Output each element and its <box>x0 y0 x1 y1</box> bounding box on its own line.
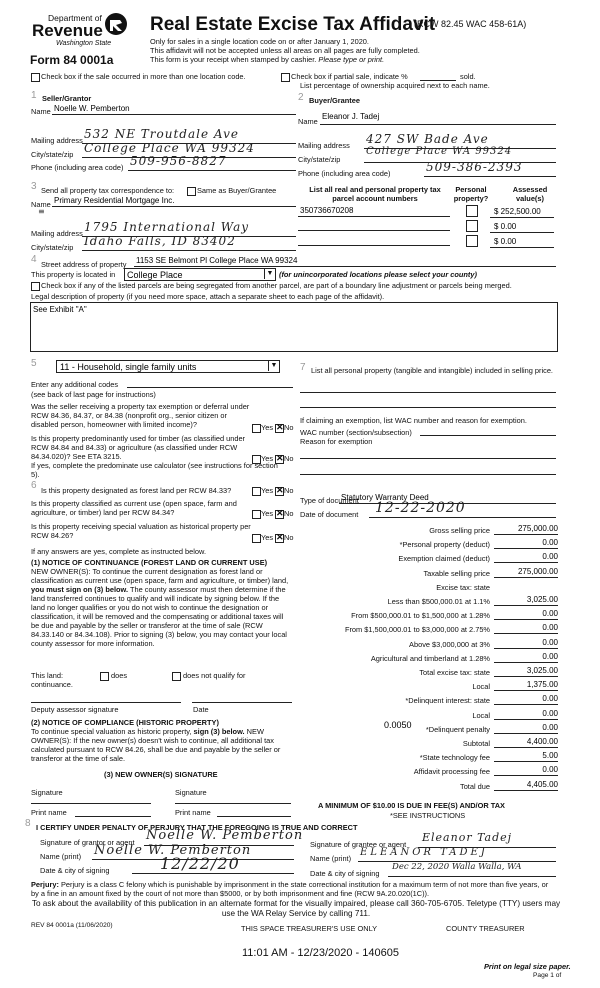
personal-property-checkbox[interactable] <box>466 235 478 247</box>
grantor-date-label: Date & city of signing <box>40 866 110 875</box>
seller-phone-field[interactable]: 509-956-8827 <box>130 154 227 168</box>
personal-property-checkbox[interactable] <box>466 220 478 232</box>
grantee-date-line <box>388 876 556 877</box>
tax-row-line <box>494 790 558 791</box>
page-indicator: Page 1 of <box>533 972 562 979</box>
logo-revenue: Revenue <box>32 21 103 40</box>
q-historic-no-checkbox[interactable] <box>275 534 284 543</box>
section-5-number: 5 <box>31 358 37 369</box>
correspondence-name-line <box>52 206 296 207</box>
buyer-mailing-label: Mailing address <box>298 141 350 150</box>
treasurer-use: THIS SPACE TREASURER'S USE ONLY <box>241 924 378 933</box>
seller-phone-label: Phone (including area code) <box>31 163 124 172</box>
tax-row-line <box>494 605 558 606</box>
additional-codes-label: Enter any additional codes <box>31 380 119 389</box>
see-instructions: *SEE INSTRUCTIONS <box>390 811 466 820</box>
section-2-number: 2 <box>298 92 304 103</box>
tax-row-label: Local <box>472 711 490 720</box>
tax-row-label: Less than $500,000.01 at 1.1% <box>387 597 490 606</box>
header-line-2: This affidavit will not be accepted unless all areas on all pages are fully completed. <box>150 46 420 55</box>
correspondence-city-label: City/state/zip <box>31 243 74 252</box>
if-any-yes: If any answers are yes, complete as instructed below. <box>31 547 206 556</box>
relay-notice: To ask about the availability of this publication in an alternate format for the visually impaired, please call 360-705-6705. Teletype (TTY) users may use the WA Relay Service by calling 711. <box>31 899 561 918</box>
tax-row-label: Agricultural and timberland at 1.28% <box>370 654 490 663</box>
legal-description-field[interactable] <box>30 302 558 352</box>
tax-row-label: From $1,500,000.01 to $3,000,000 at 2.75% <box>344 625 490 634</box>
use-code-select[interactable] <box>56 360 280 373</box>
q-current-use-yes-checkbox[interactable] <box>252 510 261 519</box>
tax-row-line <box>494 775 558 776</box>
street-address-line <box>134 266 556 267</box>
street-address-label: Street address of property <box>41 260 127 269</box>
tax-row-label: Taxable selling price <box>423 569 490 578</box>
minimum-due: A MINIMUM OF $10.00 IS DUE IN FEE(S) AND/OR TAX <box>318 801 505 810</box>
section-1-number: 1 <box>31 90 37 101</box>
section-7-number: 7 <box>300 362 306 373</box>
assessed-value-field[interactable]: $ 0.00 <box>494 237 517 246</box>
buyer-phone-field[interactable]: 509-386-2393 <box>426 160 523 174</box>
deputy-date-label: Date <box>193 705 209 714</box>
q-exemption-yes-checkbox[interactable] <box>252 424 261 433</box>
assessed-value-field[interactable]: $ 0.00 <box>494 222 517 231</box>
tax-row-value[interactable]: 0.00 <box>542 538 558 547</box>
owner-signature-field-2[interactable] <box>175 803 291 804</box>
chevron-down-icon[interactable]: ▼ <box>264 269 275 279</box>
tax-row-value[interactable]: 1,375.00 <box>526 680 558 689</box>
tax-row-value[interactable]: 5.00 <box>542 751 558 760</box>
not-qualify-checkbox[interactable] <box>172 672 181 681</box>
assessed-value-heading: Assessed value(s) <box>512 185 548 203</box>
parcels-heading: List all real and personal property tax parcel account numbers <box>309 185 441 203</box>
doc-date-line <box>369 517 556 518</box>
tax-row-label: *Delinquent penalty <box>425 725 490 734</box>
rcw-reference: (RCW 82.45 WAC 458-61A) <box>414 19 527 29</box>
tax-row-label: Affidavit processing fee <box>413 767 490 776</box>
q-timber: Is this property predominantly used for timber (as classified under RCW 84.84 and 84.33) or agriculture (as classified under RCW 84.34.020)? See ETA 3215. <box>31 434 246 461</box>
tax-row-line <box>494 733 558 734</box>
tax-row-line <box>494 619 558 620</box>
sold-label: sold. <box>460 72 476 81</box>
tax-row-line <box>494 562 558 563</box>
seller-mailing-field[interactable]: 532 NE Troutdale Ave <box>84 127 239 141</box>
q-historic-yes-checkbox[interactable] <box>252 534 261 543</box>
tax-row-label: Local <box>472 682 490 691</box>
seller-city-field[interactable]: College Place WA 99324 <box>84 141 255 155</box>
seller-phone-line <box>128 170 296 171</box>
deputy-date-field[interactable] <box>192 702 292 703</box>
personal-property-field[interactable] <box>300 392 556 393</box>
buyer-heading: Buyer/Grantee <box>309 96 360 105</box>
tax-row-value[interactable]: 4,400.00 <box>526 737 558 746</box>
correspondence-city-field[interactable]: Idaho Falls, ID 83402 <box>84 234 236 248</box>
buyer-name-line <box>320 124 556 125</box>
correspondence-label: Send all property tax correspondence to: <box>41 186 175 195</box>
seller-name-line <box>52 114 296 115</box>
logo-state: Washington State <box>56 40 112 47</box>
parcel-number-field[interactable] <box>298 245 450 246</box>
use-code-value: 11 - Household, single family units <box>60 362 197 372</box>
personal-property-heading: Personal property? <box>453 185 489 203</box>
personal-property-checkbox[interactable] <box>466 205 478 217</box>
doc-type-field[interactable]: Statutory Warranty Deed <box>341 493 429 502</box>
tax-row-line <box>494 577 558 578</box>
q-historic: Is this property receiving special valuation as historical property per RCW 84.26? <box>31 522 251 540</box>
tax-row-label: *Personal property (deduct) <box>399 540 490 549</box>
section-8-number: 8 <box>25 818 31 829</box>
buyer-phone-line <box>424 176 556 177</box>
notice-1-body: NEW OWNER(S): To continue the current designation as forest land or classification as current use (open space, farm and agriculture, or timber) land, you must sign on (3) below. The county assessor must then determine if the land transferred continues to qualify and will indicate by signing below. If the land no longer qualifies or you do not wish to continue the designation or classification, it will be removed and the compensating or additional taxes will be due and payable by the seller or transferor at the time of sale (RCW 84.33.140 or 84.34.108). Prior to signing (3) below, you may contact your local county assessor for more information. <box>31 567 289 648</box>
tax-row-label: Subtotal <box>462 739 490 748</box>
buyer-name-label: Name <box>298 117 318 126</box>
timber-if-yes: If yes, complete the predominate use calculator (see instructions for section 5). <box>31 461 278 479</box>
assessed-line <box>490 247 554 248</box>
tax-row-line <box>494 690 558 691</box>
local-rate: 0.0050 <box>384 720 412 730</box>
seller-heading: Seller/Grantor <box>42 94 92 103</box>
assessed-line <box>490 217 554 218</box>
scribble-mark: ≡ <box>38 207 46 216</box>
tax-row-value[interactable]: 0.00 <box>542 723 558 732</box>
no-label: No <box>284 454 294 463</box>
parcel-number-field[interactable] <box>298 230 450 231</box>
yes-label: Yes <box>261 423 274 432</box>
notice-2-body: To continue special valuation as historic property, sign (3) below. NEW OWNER(S): If the new owner(s) doesn't wish to continue, all additional tax calculated pursuant to RCW 84.26, shall be due and payable by the seller or transferor at the time of sale. <box>31 727 281 763</box>
tax-row-line <box>494 761 558 762</box>
chevron-down-icon[interactable]: ▼ <box>268 361 279 371</box>
section-6-number: 6 <box>31 480 37 491</box>
tax-row-label: Gross selling price <box>429 526 490 535</box>
owner-print-label-2: Print name <box>175 808 211 817</box>
treasurer-stamp: 11:01 AM - 12/23/2020 - 140605 <box>242 947 399 959</box>
continuance-label: continuance. <box>31 680 73 689</box>
does-label: does <box>111 671 128 680</box>
tax-row-value[interactable]: 0.00 <box>542 552 558 561</box>
correspondence-name-field[interactable]: Primary Residential Mortgage Inc. <box>54 196 175 205</box>
owner-print-field-1[interactable] <box>75 816 151 817</box>
tax-row-value[interactable]: 275,000.00 <box>517 524 558 533</box>
owner-signature-label-2: Signature <box>175 788 207 797</box>
q-current-use-no-checkbox[interactable] <box>275 510 284 519</box>
tax-row-label: *State technology fee <box>419 753 490 762</box>
located-note: (for unincorporated locations please select your county) <box>279 270 477 279</box>
form-number: Form 84 0001a <box>30 53 114 67</box>
tax-row-line <box>494 534 558 535</box>
yes-label: Yes <box>261 454 274 463</box>
tax-row-value[interactable]: 3,025.00 <box>526 595 558 604</box>
grantor-signature-label: Signature of grantor or agent <box>40 838 135 847</box>
street-address-field[interactable]: 1153 SE Belmont Pl College Place WA 99324 <box>136 256 298 265</box>
tax-row-line <box>494 633 558 634</box>
tax-row-line <box>494 648 558 649</box>
qualifies-checkbox[interactable] <box>100 672 109 681</box>
seller-mailing-label: Mailing address <box>31 136 83 145</box>
no-label: No <box>284 486 294 495</box>
seller-name-field[interactable]: Noelle W. Pemberton <box>54 104 130 113</box>
wac-label: WAC number (section/subsection) <box>300 428 412 437</box>
tax-row-value[interactable]: 0.00 <box>542 652 558 661</box>
no-label: No <box>284 423 294 432</box>
location-select[interactable] <box>124 268 276 281</box>
tax-row-value[interactable]: 0.00 <box>542 765 558 774</box>
tax-row-value[interactable]: 275,000.00 <box>517 567 558 576</box>
grantor-name-field[interactable]: Noelle W. Pemberton <box>94 843 252 858</box>
multi-location-label: Check box if the sale occurred in more than one location code. <box>41 72 246 81</box>
revenue-logo-icon <box>104 11 128 37</box>
owner-print-field-2[interactable] <box>217 816 291 817</box>
legal-paper-note: Print on legal size paper. <box>484 962 571 971</box>
q-current-use: Is this property classified as current use (open space, farm and agriculture, or timber) land per RCW 84.34? <box>31 499 237 517</box>
correspondence-name-label: Name <box>31 200 51 209</box>
q-forest: Is this property designated as forest land per RCW 84.33? <box>41 486 232 495</box>
assessed-value-field[interactable]: $ 252,500.00 <box>494 207 541 216</box>
tax-row-line <box>494 662 558 663</box>
owner-signature-label-1: Signature <box>31 788 63 797</box>
county-treasurer: COUNTY TREASURER <box>446 924 525 933</box>
segregated-label: Check box if any of the listed parcels are being segregated from another parcel, are part of a boundary line adjustment or parcels being merged. <box>41 281 512 290</box>
doc-date-field[interactable]: 12-22-2020 <box>375 500 466 516</box>
deputy-signature-field[interactable] <box>31 702 181 703</box>
correspondence-mailing-field[interactable]: 1795 International Way <box>84 220 250 234</box>
tax-row-value[interactable]: 0.00 <box>542 694 558 703</box>
does-not-label: does not qualify for <box>183 671 246 680</box>
section-4-number: 4 <box>31 254 37 265</box>
reason-label: Reason for exemption <box>300 437 373 446</box>
partial-sale-checkbox[interactable] <box>281 73 290 82</box>
legal-description-value: See Exhibit "A" <box>33 305 87 314</box>
tax-row-value[interactable]: 3,025.00 <box>526 666 558 675</box>
owner-signature-field-1[interactable] <box>31 803 151 804</box>
header-line-1: Only for sales in a single location code on or after January 1, 2020. <box>150 37 369 46</box>
reason-field-2[interactable] <box>300 474 556 475</box>
grantee-signature-field[interactable]: Eleanor Tadej <box>422 831 513 844</box>
located-in-label: This property is located in <box>31 270 116 279</box>
correspondence-city-line <box>82 250 296 251</box>
segregated-checkbox[interactable] <box>31 282 40 291</box>
yes-label: Yes <box>261 533 274 542</box>
additional-codes-note: (see back of last page for instructions) <box>31 390 156 399</box>
deputy-signature-label: Deputy assessor signature <box>31 705 119 714</box>
yes-label: Yes <box>261 509 274 518</box>
notice-2-title: (2) NOTICE OF COMPLIANCE (HISTORIC PROPERTY) <box>31 718 219 727</box>
tax-row-value[interactable]: 0.00 <box>542 709 558 718</box>
no-label: No <box>284 509 294 518</box>
q-forest-no-checkbox[interactable] <box>275 487 284 496</box>
grantee-signature-label: Signature of grantee or agent <box>310 840 407 849</box>
personal-property-list-label: List all personal property (tangible and intangible) included in selling price. <box>311 366 553 375</box>
parcel-line <box>298 216 450 217</box>
grantee-date-field[interactable]: Dec 22, 2020 Walla Walla, WA <box>392 862 522 872</box>
correspondence-mailing-label: Mailing address <box>31 229 83 238</box>
seller-name-label: Name <box>31 107 51 116</box>
parcel-number-field[interactable]: 350736670208 <box>300 206 354 215</box>
header-line-3: This form is your receipt when stamped by cashier. Please type or print. <box>150 55 385 64</box>
tax-row-value[interactable]: 4,405.00 <box>526 780 558 789</box>
tax-row-value[interactable]: 0.00 <box>542 609 558 618</box>
assessed-line <box>490 232 554 233</box>
grantee-date-label: Date & city of signing <box>310 869 380 878</box>
grantor-date-field[interactable]: 12/22/20 <box>160 854 240 873</box>
yes-label: Yes <box>261 486 274 495</box>
legal-description-label: Legal description of property (if you need more space, attach a separate sheet to each page of the affidavit). <box>31 292 385 301</box>
rev-number: REV 84 0001a (11/06/2020) <box>31 922 113 929</box>
tax-row-label: Total excise tax: state <box>419 668 490 677</box>
this-land-label: This land: <box>31 671 64 680</box>
tax-row-line <box>494 548 558 549</box>
buyer-mailing-field[interactable]: 427 SW Bade Ave <box>366 132 489 146</box>
ownership-note: List percentage of ownership acquired next to each name. <box>300 81 490 90</box>
buyer-phone-label: Phone (including area code) <box>298 169 391 178</box>
tax-row-line <box>494 747 558 748</box>
notice-1-title: (1) NOTICE OF CONTINUANCE (FOREST LAND OR CURRENT USE) <box>31 558 268 567</box>
buyer-name-field[interactable]: Eleanor J. Tadej <box>322 112 380 121</box>
q-exemption: Was the seller receiving a property tax exemption or deferral under RCW 84.36, 84.37, or 84.38 (nonprofit org., senior citizen or disabled person, homeowner with limited income)? <box>31 402 250 429</box>
logo-dept-of: Department of <box>48 13 102 23</box>
grantee-name-field[interactable]: ELEANOR TADEJ <box>360 847 488 858</box>
grantor-date-line <box>132 873 294 874</box>
reason-field[interactable] <box>300 458 556 459</box>
exemption-label: If claiming an exemption, list WAC number and reason for exemption. <box>300 416 527 425</box>
page-title: Real Estate Excise Tax Affidavit <box>150 14 436 35</box>
grantee-name-label: Name (print) <box>310 854 352 863</box>
q-exemption-no-checkbox[interactable] <box>275 424 284 433</box>
tax-row-line <box>494 676 558 677</box>
buyer-city-field[interactable]: College Place WA 99324 <box>366 146 513 157</box>
doc-type-label: Type of document <box>300 496 359 505</box>
owner-print-label-1: Print name <box>31 808 67 817</box>
partial-sale-label: Check box if partial sale, indicate % <box>291 72 408 81</box>
tax-row-label: *Delinquent interest: state <box>405 696 490 705</box>
certify-heading: I CERTIFY UNDER PENALTY OF PERJURY THAT THE FOREGOING IS TRUE AND CORRECT <box>36 823 358 832</box>
notice-3-title: (3) NEW OWNER(S) SIGNATURE <box>104 770 218 779</box>
same-as-buyer-label: Same as Buyer/Grantee <box>197 186 277 195</box>
tax-row-line <box>494 704 558 705</box>
location-select-value: College Place <box>127 270 183 280</box>
tax-row-value[interactable]: 0.00 <box>542 638 558 647</box>
seller-city-label: City/state/zip <box>31 150 74 159</box>
multi-location-checkbox[interactable] <box>31 73 40 82</box>
q-forest-yes-checkbox[interactable] <box>252 487 261 496</box>
perjury-notice: Perjury: Perjury is a class C felony which is punishable by imprisonment in the state correctional institution for a maximum term of not more than five years, or by a fine in an amount fixed by the court of not more than $5000, or by both imprisonment and fine (RCW 9A.20.020(1C)). <box>31 880 549 898</box>
wac-field[interactable] <box>420 435 556 436</box>
tax-row-label: Exemption claimed (deduct) <box>398 554 490 563</box>
tax-row-label: Above $3,000,000 at 3% <box>409 640 490 649</box>
personal-property-field-2[interactable] <box>300 407 556 408</box>
additional-codes-field[interactable] <box>127 387 293 388</box>
no-label: No <box>284 533 294 542</box>
tax-row-label: Total due <box>460 782 490 791</box>
tax-row-value[interactable]: 0.00 <box>542 623 558 632</box>
grantor-name-label: Name (print) <box>40 852 82 861</box>
doc-date-label: Date of document <box>300 510 359 519</box>
buyer-city-label: City/state/zip <box>298 155 341 164</box>
grantor-signature-field[interactable]: Noelle W. Pemberton <box>146 828 304 843</box>
tax-row-label: Excise tax: state <box>436 583 490 592</box>
tax-row-line <box>494 719 558 720</box>
tax-row-label: From $500,000.01 to $1,500,000 at 1.28% <box>351 611 490 620</box>
section-3-number: 3 <box>31 181 37 192</box>
same-as-buyer-checkbox[interactable] <box>187 187 196 196</box>
